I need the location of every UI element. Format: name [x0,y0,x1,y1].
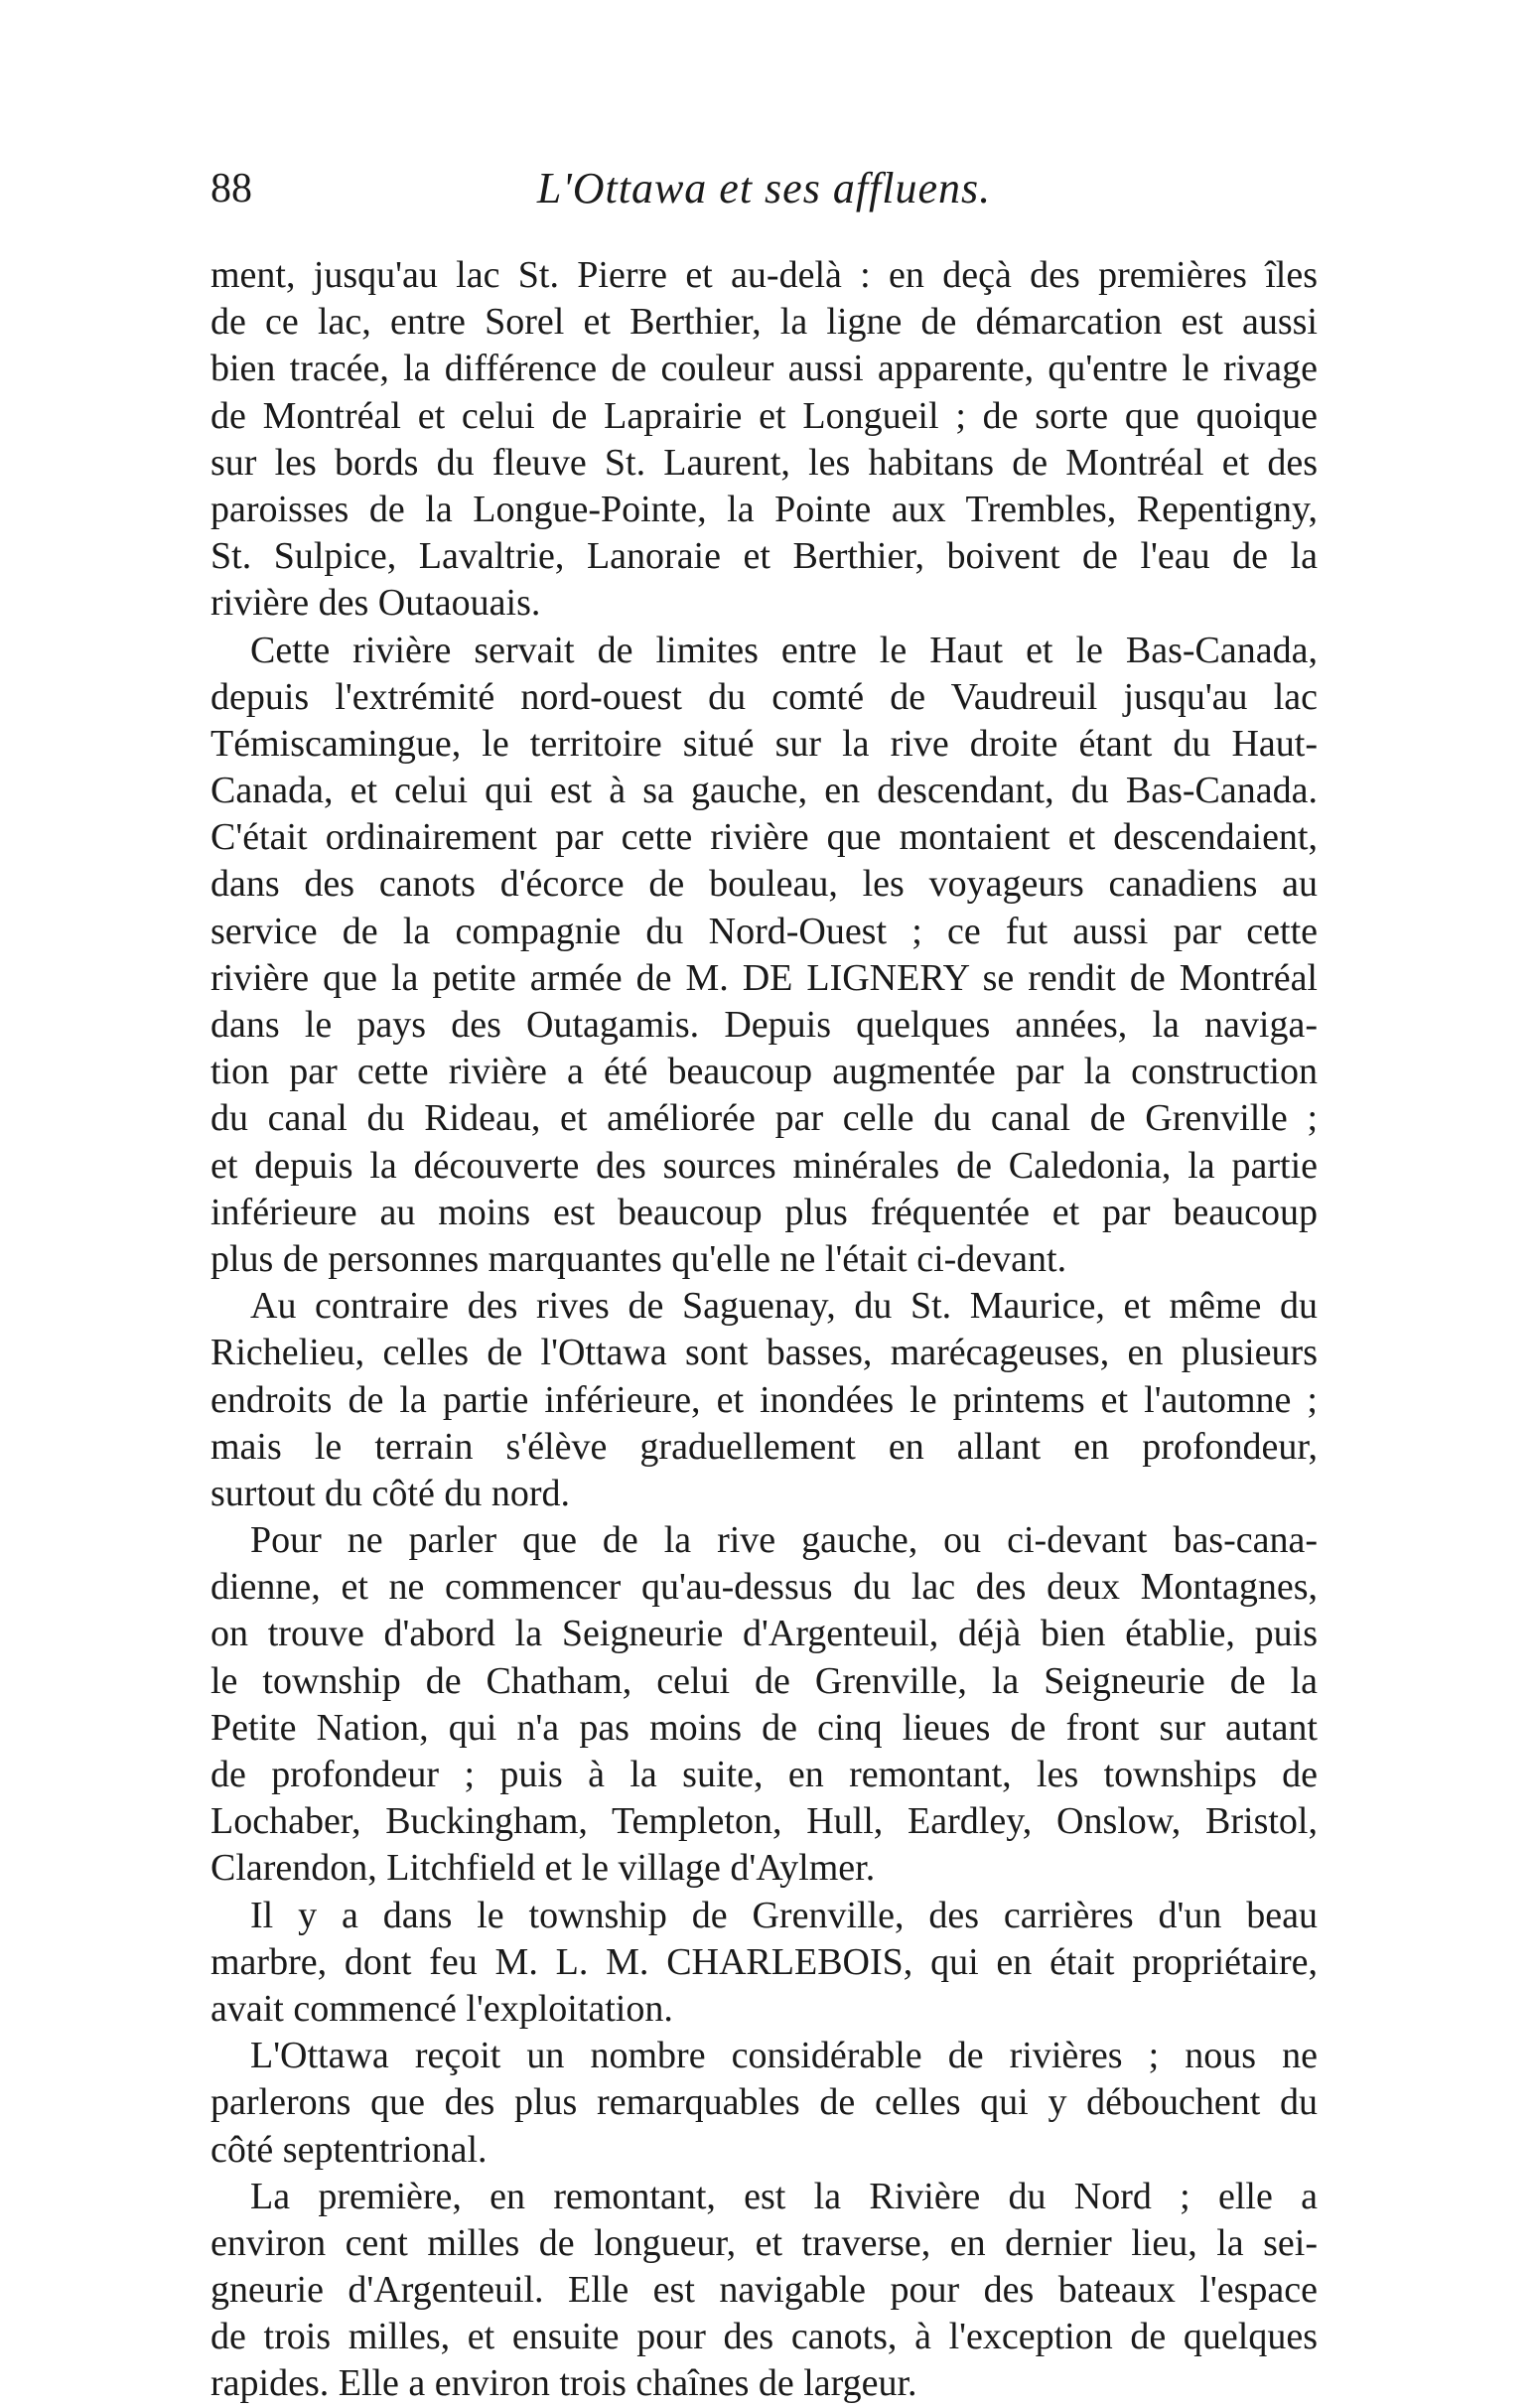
paragraph [210,628,1318,1284]
text-line: sur les bords du fleuve St. Laurent, les habitans de Montréal et des [210,441,1318,484]
text-line: de Montréal et celui de Laprairie et Longueil ; de sorte que quoique [210,394,1318,437]
text-line: C'était ordinairement par cette rivière que montaient et descendaient, [210,816,1318,859]
running-title: L'Ottawa et ses affluens. [536,164,992,212]
text-line: Clarendon, Litchfield et le village d'Aylmer. [210,1847,876,1890]
text-line: Il y a dans le township de Grenville, des carrières d'un beau [250,1894,1318,1936]
page-header [210,159,1318,248]
text-line: service de la compagnie du Nord-Ouest ; ce fut aussi par cette [210,910,1318,952]
paragraph [210,2033,1318,2174]
paragraph [210,1893,1318,2034]
text-line: Lochaber, Buckingham, Templeton, Hull, Eardley, Onslow, Bristol, [210,1800,1318,1843]
page-number: 88 [210,166,252,212]
text-line: mais le terrain s'élève graduellement en allant en profondeur, [210,1425,1318,1468]
text-line: Richelieu, celles de l'Ottawa sont basses, marécageuses, en plusieurs [210,1332,1318,1374]
text-line: endroits de la partie inférieure, et inondées le printems et l'automne ; [210,1378,1318,1421]
paragraph [210,1283,1318,1517]
text-line: et depuis la découverte des sources minérales de Caledonia, la partie [210,1144,1318,1187]
text-line: côté septentrional. [210,2128,488,2171]
body-text [210,252,1318,2408]
text-line: surtout du côté du nord. [210,1472,571,1514]
text-line: L'Ottawa reçoit un nombre considérable de rivières ; nous ne [250,2035,1318,2077]
text-line: paroisses de la Longue-Pointe, la Pointe aux Trembles, Repentigny, [210,488,1318,530]
text-line: de profondeur ; puis à la suite, en remontant, les townships de [210,1754,1318,1795]
text-line: rivière que la petite armée de M. DE LIGNERY se rendit de Montréal [210,956,1318,999]
text-line: plus de personnes marquantes qu'elle ne l'était ci-devant. [210,1237,1067,1280]
text-line: Cette rivière servait de limites entre le Haut et le Bas-Canada, [250,629,1318,671]
paragraph [210,1517,1318,1893]
text-line: Au contraire des rives de Saguenay, du St. Maurice, et même du [250,1285,1318,1328]
paragraph [210,2174,1318,2408]
text-line: ment, jusqu'au lac St. Pierre et au-delà : en deçà des premières îles [210,254,1318,296]
text-line: bien tracée, la différence de couleur aussi apparente, qu'entre le rivage [210,348,1318,390]
text-line: Petite Nation, qui n'a pas moins de cinq lieues de front sur autant [210,1706,1318,1749]
text-line: dienne, et ne commencer qu'au-dessus du lac des deux Montagnes, [210,1566,1318,1609]
text-line: de trois milles, et ensuite pour des canots, à l'exception de quelques [210,2316,1318,2358]
text-line: rapides. Elle a environ trois chaînes de largeur. [210,2362,917,2405]
text-line: avait commencé l'exploitation. [210,1987,673,2030]
text-line: Pour ne parler que de la rive gauche, ou ci-devant bas-cana- [250,1519,1318,1562]
text-line: inférieure au moins est beaucoup plus fréquentée et par beaucoup [210,1191,1318,1233]
text-line: du canal du Rideau, et améliorée par celle du canal de Grenville ; [210,1097,1318,1140]
text-line: environ cent milles de longueur, et traverse, en dernier lieu, la sei- [210,2221,1318,2264]
text-line: on trouve d'abord la Seigneurie d'Argenteuil, déjà bien établie, puis [210,1613,1318,1655]
text-line: marbre, dont feu M. L. M. CHARLEBOIS, qui en était propriétaire, [210,1940,1318,1983]
text-line: depuis l'extrémité nord-ouest du comté de Vaudreuil jusqu'au lac [210,675,1318,718]
text-line: La première, en remontant, est la Rivière du Nord ; elle a [250,2175,1318,2217]
text-line: dans le pays des Outagamis. Depuis quelques années, la naviga- [210,1004,1318,1046]
text-line: Témiscamingue, le territoire situé sur la rive droite étant du Haut- [210,722,1318,765]
text-line: tion par cette rivière a été beaucoup augmentée par la construction [210,1051,1318,1093]
text-line: le township de Chatham, celui de Grenville, la Seigneurie de la [210,1659,1318,1702]
text-line: de ce lac, entre Sorel et Berthier, la ligne de démarcation est aussi [210,301,1318,344]
text-line: rivière des Outaouais. [210,582,541,625]
text-line: dans des canots d'écorce de bouleau, les voyageurs canadiens au [210,863,1318,906]
text-line: Canada, et celui qui est à sa gauche, en descendant, du Bas-Canada. [210,770,1318,812]
paragraph [210,252,1318,628]
text-line: St. Sulpice, Lavaltrie, Lanoraie et Berthier, boivent de l'eau de la [210,535,1318,578]
text-line: parlerons que des plus remarquables de celles qui y débouchent du [210,2081,1318,2124]
text-line: gneurie d'Argenteuil. Elle est navigable pour des bateaux l'espace [210,2269,1318,2312]
